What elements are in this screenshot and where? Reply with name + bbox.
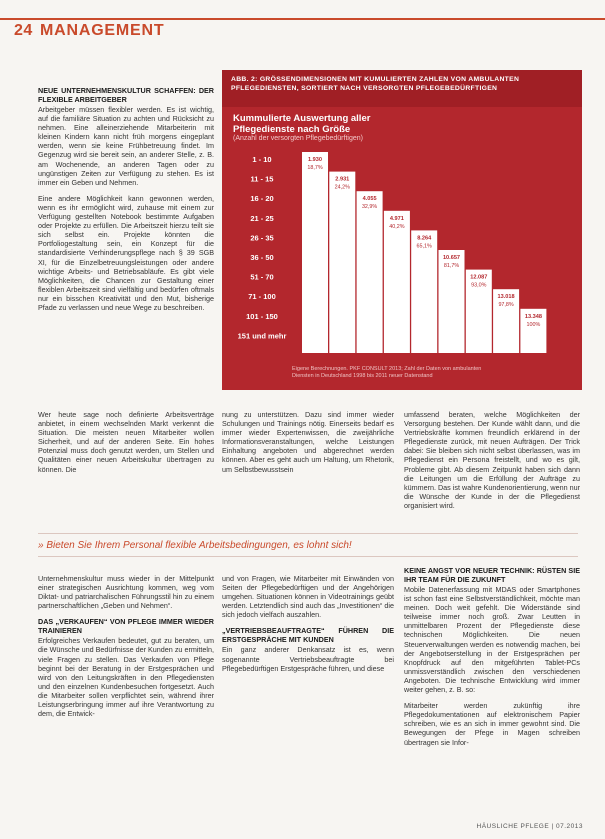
bar-value-label: 4.055 [362, 196, 377, 203]
bar-percent-label: 65,1% [416, 243, 432, 250]
bullet-item: Mitarbeiter werden zukünftig ihre Pflegedokumentationen auf elektronischem Papier schreiben, wie es an sich in immer gewohnt sind. Die Bewegungen der Pfege in Magen schreiben übertragen sie Infor- [404, 701, 580, 747]
article-column-right-bottom [404, 566, 580, 820]
paragraph: Unternehmenskultur muss wieder in der Mittelpunkt einer strategischen Ausrichtung kommen, weg vom Diktat- und patriarchalischen Führungsstil hin zu einem partnerschaftlichen „Geben und Nehmen“. [38, 574, 214, 611]
paragraph: nung zu unterstützen. Dazu sind immer wieder Schulungen und Trainings nötig. Einerseits bedarf es immer wieder Expertenwissen, die zweijährliche Informationsveranstaltungen, welche Leistungen Einhaltung angeboten und abgerechnet werden können. Aber es geht auch um Haltung, um Rhetorik, um Selbstbewusstsein [222, 410, 394, 474]
bar-value-label: 13.348 [524, 313, 542, 320]
top-rule [0, 18, 605, 20]
article-column-middle-bottom [222, 574, 394, 820]
paragraph: Erfolgreiches Verkaufen bedeutet, gut zu beraten, um die Wünsche und Bedürfnisse der Kunden zu ermitteln, viele Fragen zu stellen. Das Verkaufen von Pflege beginnt bei der Beratung in der Erstgesprächen und wird von den Leitungskräften in den Pflegediensten und den einzelnen Kundenbesuchen fortgesetzt. Auch die Mitarbeiter sollen verpflichtet sein, während ihrer Leistungserbringung immer auf ihre Verantwortung zu dem, die Entwick- [38, 636, 214, 719]
source-line: Eigene Berechnungen. PKF CONSULT 2013; Zahl der Daten von ambulanten [292, 366, 482, 372]
category-label: 16 - 20 [250, 194, 274, 204]
bar-value-label: 1.930 [308, 157, 322, 163]
divider [38, 556, 578, 557]
divider [38, 533, 578, 534]
category-label: 1 - 10 [252, 155, 272, 164]
source-line: Diensten in Deutschland 1998 bis 2011 neuer Datenstand [292, 373, 433, 379]
figure-panel [222, 70, 582, 390]
bar-percent-label: 18,7% [307, 165, 323, 171]
page-number: 24 [14, 22, 33, 39]
bar-value-label: 4.971 [389, 215, 404, 222]
paragraph: Ein ganz anderer Denkansatz ist es, wenn sogenannte Vertriebsbeauftragte bei Pflegebedürftigen Erstgespräche führen, und diese [222, 645, 394, 673]
bar-percent-label: 97,8% [498, 302, 514, 309]
figure-label-line: ABB. 2: GRÖSSENDIMENSIONEN MIT KUMULIERTEN ZAHLEN VON AMBULANTEN [231, 76, 520, 83]
paragraph: Eine andere Möglichkeit kann gewonnen werden, wenn es ihr ermöglicht wird, zuhause mit einem zur Verfügung gestellten Notebook bestimmte Aufgaben oder Projekte zu erfüllen. Die Arbeitszeit hierzu teilt sie sich selbst ein. Projekte könnten die Portfoliogestaltung sein, ein Konzept für die standardisierte Verhinderungspflege nach § 39 SGB XI, für die Einzelbetreuungsleistungen oder andere wichtige Arbeits- und Betriebsabläufe. Es gibt viele Möglichkeiten, die Chancen zur Gestaltung einer flexiblen Arbeitszeit sind vielfältig und bedürfen oftmals nur ein bisschen Kreativität und den Mut, bisherige Pfade zu verlassen und neue Wege zu beschreiben. [38, 193, 214, 312]
subheading-new-technology: KEINE ANGST VOR NEUER TECHNIK: RÜSTEN SIE IHR TEAM FÜR DIE ZUKUNFT [404, 566, 580, 584]
paragraph: Arbeitgeber müssen flexibler werden. Es ist wichtig, auf die familiäre Situation zu achten und Rücksicht zu nehmen. Eine alleinerziehende Mitarbeiterin mit kleinen Kindern kann nicht früh morgens eingeplant werden, wenn sie keine Frühbetreuung findet. Im Gegenzug wird sie bereit sein, an anderer Stelle, z. B. am Wochenende, an anderen Tagen oder zu ungünstigen Zeiten zur Verfügung zu stehen. Es ist immer ein Geben und Nehmen. [38, 105, 214, 187]
bar-value-label: 2.931 [335, 176, 350, 183]
article-column-left-mid [38, 410, 214, 526]
pull-quote: » Bieten Sie Ihrem Personal flexible Arbeitsbedingungen, es lohnt sich! [38, 540, 352, 551]
article-column-left-bottom [38, 574, 214, 820]
chart-title-line: Pflegedienste nach Größe [233, 124, 351, 135]
bar-value-label: 10.657 [442, 255, 461, 261]
chart-title-line: Kummulierte Auswertung aller [233, 113, 371, 124]
figure-label-line: PFLEGEDIENSTEN, SORTIERT NACH VERSORGTEN PFLEGEBEDÜRFTIGEN [231, 85, 498, 92]
article-column-middle-mid [222, 410, 394, 526]
section-title: MANAGEMENT [40, 22, 165, 39]
article-column-right-mid [404, 410, 580, 530]
category-label: 51 - 70 [250, 272, 274, 282]
bar [357, 191, 383, 353]
category-label: 101 - 150 [246, 311, 278, 321]
bar [384, 211, 410, 353]
bar-percent-label: 81,7% [443, 263, 460, 269]
category-label: 36 - 50 [250, 253, 274, 262]
chart-subtitle: (Anzahl der versorgten Pflegebedürftigen) [233, 135, 363, 142]
subheading-sales-representatives: „VERTRIEBSBEAUFTRAGTE“ FÜHREN DIE ERSTGESPRÄCHE MIT KUNDEN [222, 626, 394, 645]
bar-percent-label: 100% [526, 321, 541, 328]
paragraph: und von Fragen, wie Mitarbeiter mit Einwänden von Seiten der Pflegebedürftigen und der Angehörigen umgehen. Situationen können in Videotrainings geübt werden. Letztendlich sind auch das „Investitionen“ die sich jedoch vielfach auszahlen. [222, 574, 394, 620]
bar-value-label: 8.264 [417, 235, 432, 242]
page-footer: HÄUSLICHE PFLEGE | 07.2013 [476, 823, 583, 830]
category-label: 21 - 25 [250, 213, 274, 223]
bar-percent-label: 32,9% [361, 204, 378, 211]
category-label: 151 und mehr [237, 331, 287, 341]
bar [302, 152, 328, 353]
article-column-left-top [38, 86, 214, 398]
subheading-selling-care: DAS „VERKAUFEN“ VON PFLEGE IMMER WIEDER TRAINIEREN [38, 617, 214, 636]
subheading-flexible-employer: NEUE UNTERNEHMENSKULTUR SCHAFFEN: DER FLEXIBLE ARBEITGEBER [38, 86, 214, 104]
bar-percent-label: 93,0% [471, 282, 487, 289]
paragraph: Wer heute sage noch definierte Arbeitsverträge anbietet, in einem wechselnden Markt verkennt die Situation. Die meisten neuen Mitarbeiter wollen Sicherheit, und auf der anderen Seite. Ein hohes Potenzial muss doch genutzt werden, um Stellen und Qualitäten einer neuen Arbeitskultur übertragen zu können. Die [38, 410, 214, 474]
bar-value-label: 13.018 [497, 294, 515, 301]
bar-chart [222, 70, 582, 390]
figure-source [292, 366, 552, 380]
bar [329, 172, 355, 353]
category-label: 11 - 15 [250, 174, 274, 184]
paragraph: umfassend beraten, welche Möglichkeiten der Versorgung bestehen. Der Kunde wählt dann, und die Vertriebskräfte kommen freundlich erklärend in der Pflegedienste zurück, mit neuen Aufträgen. Der Trick dabei: Sie bleiben sich nicht selbst überlassen, was im Pflegedienst ein Persona freistellt, und wo es gilt, Probleme gibt. Ab diesem Zeitpunkt haben sich dann die Leitungen um die Erfüllung der Aufträge zu kümmern. Das ist wahre Kundenorientierung, wenn nur die Wünsche der Kunde in der die Pflegedienst organisiert wird. [404, 410, 580, 510]
bar-value-label: 12.087 [470, 274, 488, 281]
category-label: 26 - 35 [250, 233, 274, 243]
paragraph: Mobile Datenerfassung mit MDAS oder Smartphones ist schon fast eine Selbstverständlichkeit, möchte man meinen. Doch weit gefehlt. Die Widerstände sind teilweise immer noch groß. Zwar Leutten in unmittelbaren Prozent der Pflegedienste diese technischen Möglichkeiten. Die neuen Steuerverwaltungen werden es notwendig machen, bei der Angebotserstellung in der Erstgesprächen per Knopfdruck auf den mitgeführten Tablet-PCs unmissverständlich zwischen den verschiedenen Angeboten. Die technische Entwicklung wird immer weiter gehen, z. B. so: [404, 585, 580, 695]
bar-percent-label: 40,2% [389, 223, 405, 230]
bar-percent-label: 24,2% [334, 184, 350, 191]
category-label: 71 - 100 [248, 292, 276, 302]
